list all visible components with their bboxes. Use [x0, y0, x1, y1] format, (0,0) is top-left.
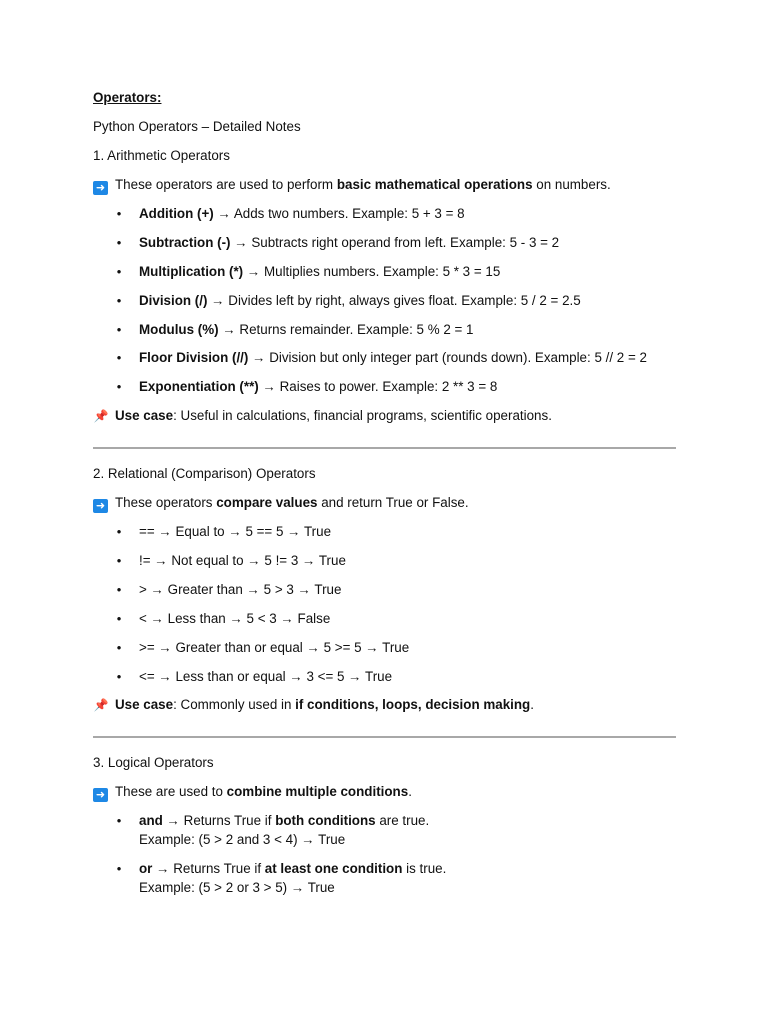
operator-desc: → Adds two numbers. Example: 5 + 3 = 8: [213, 206, 465, 221]
operator-desc-end: is true.: [402, 861, 447, 876]
usecase-label: Use case: [115, 697, 174, 712]
doc-subtitle: Python Operators – Detailed Notes: [93, 119, 301, 134]
operator-desc-end: are true.: [375, 813, 430, 828]
operator-desc: → Divides left by right, always gives float. Example: 5 / 2 = 2.5: [207, 293, 581, 308]
section-heading-arithmetic: 1. Arithmetic Operators: [93, 148, 230, 163]
operator-desc: → Returns True if: [152, 861, 265, 876]
section-intro-logical: [93, 783, 412, 802]
operator-term: Floor Division (//): [139, 350, 249, 365]
section-divider: [93, 447, 676, 449]
operator-term: Addition (+): [139, 206, 214, 221]
bullet-icon: •: [116, 235, 122, 250]
list-item: >= → Greater than or equal → 5 >= 5 → True: [139, 640, 410, 655]
right-arrow-icon: ➜: [93, 788, 108, 802]
list-item: [139, 349, 647, 367]
operator-desc: → Subtracts right operand from left. Example: 5 - 3 = 2: [230, 235, 560, 250]
right-arrow-icon: ➜: [93, 181, 108, 195]
bullet-icon: •: [116, 293, 122, 308]
bullet-icon: •: [116, 640, 122, 655]
operator-term: or: [139, 861, 153, 876]
list-item: [139, 292, 581, 310]
bullet-icon: •: [116, 582, 122, 597]
section-heading-logical: 3. Logical Operators: [93, 755, 214, 770]
list-item: [139, 812, 429, 830]
list-item: [139, 378, 497, 396]
list-item: [139, 321, 474, 339]
operator-desc: → Returns remainder. Example: 5 % 2 = 1: [218, 322, 474, 337]
operator-term: Subtraction (-): [139, 235, 231, 250]
section-heading-relational: 2. Relational (Comparison) Operators: [93, 466, 316, 481]
list-item: > → Greater than → 5 > 3 → True: [139, 582, 342, 597]
pushpin-icon: 📌: [93, 698, 109, 712]
operator-desc: → Multiplies numbers. Example: 5 * 3 = 15: [243, 264, 501, 279]
operator-term: Multiplication (*): [139, 264, 244, 279]
operator-desc-bold: both conditions: [275, 813, 376, 828]
bullet-icon: •: [116, 861, 122, 876]
bullet-icon: •: [116, 669, 122, 684]
operator-term: and: [139, 813, 163, 828]
bullet-icon: •: [116, 206, 122, 221]
bullet-icon: •: [116, 322, 122, 337]
usecase-arithmetic: [93, 407, 552, 425]
section-intro-relational: [93, 494, 469, 513]
pushpin-icon: 📌: [93, 409, 109, 423]
list-item: == → Equal to → 5 == 5 → True: [139, 524, 332, 539]
list-item-example: Example: (5 > 2 and 3 < 4) → True: [139, 832, 346, 847]
intro-text-end: and return True or False.: [317, 495, 469, 510]
usecase-text: : Commonly used in: [173, 697, 296, 712]
list-item: [139, 234, 559, 252]
operator-term: Exponentiation (**): [139, 379, 259, 394]
intro-bold: basic mathematical operations: [336, 177, 533, 192]
list-item-example: Example: (5 > 2 or 3 > 5) → True: [139, 880, 335, 895]
bullet-icon: •: [116, 350, 122, 365]
intro-text: These operators are used to perform: [115, 177, 337, 192]
list-item: [139, 205, 465, 223]
operator-desc: → Raises to power. Example: 2 ** 3 = 8: [258, 379, 498, 394]
bullet-icon: •: [116, 379, 122, 394]
usecase-text: : Useful in calculations, financial programs, scientific operations.: [173, 408, 552, 423]
usecase-bold: if conditions, loops, decision making: [295, 697, 531, 712]
operator-term: Division (/): [139, 293, 208, 308]
bullet-icon: •: [116, 813, 122, 828]
bullet-icon: •: [116, 524, 122, 539]
section-intro-arithmetic: [93, 176, 611, 195]
list-item: != → Not equal to → 5 != 3 → True: [139, 553, 346, 568]
bullet-icon: •: [116, 264, 122, 279]
intro-text: These are used to: [115, 784, 227, 799]
list-item: < → Less than → 5 < 3 → False: [139, 611, 331, 626]
bullet-icon: •: [116, 611, 122, 626]
usecase-label: Use case: [115, 408, 174, 423]
intro-text-end: .: [408, 784, 412, 799]
intro-bold: combine multiple conditions: [226, 784, 409, 799]
section-divider: [93, 736, 676, 738]
bullet-icon: •: [116, 553, 122, 568]
doc-title: Operators:: [93, 90, 162, 105]
list-item: <= → Less than or equal → 3 <= 5 → True: [139, 669, 393, 684]
usecase-text-end: .: [530, 697, 534, 712]
intro-bold: compare values: [216, 495, 318, 510]
operator-desc: → Division but only integer part (rounds down). Example: 5 // 2 = 2: [248, 350, 647, 365]
list-item: [139, 860, 446, 878]
operator-desc-bold: at least one condition: [264, 861, 403, 876]
right-arrow-icon: ➜: [93, 499, 108, 513]
intro-text: These operators: [115, 495, 217, 510]
list-item: [139, 263, 500, 281]
operator-term: Modulus (%): [139, 322, 219, 337]
operator-desc: → Returns True if: [162, 813, 276, 828]
usecase-relational: [93, 696, 534, 714]
intro-text-end: on numbers.: [532, 177, 611, 192]
